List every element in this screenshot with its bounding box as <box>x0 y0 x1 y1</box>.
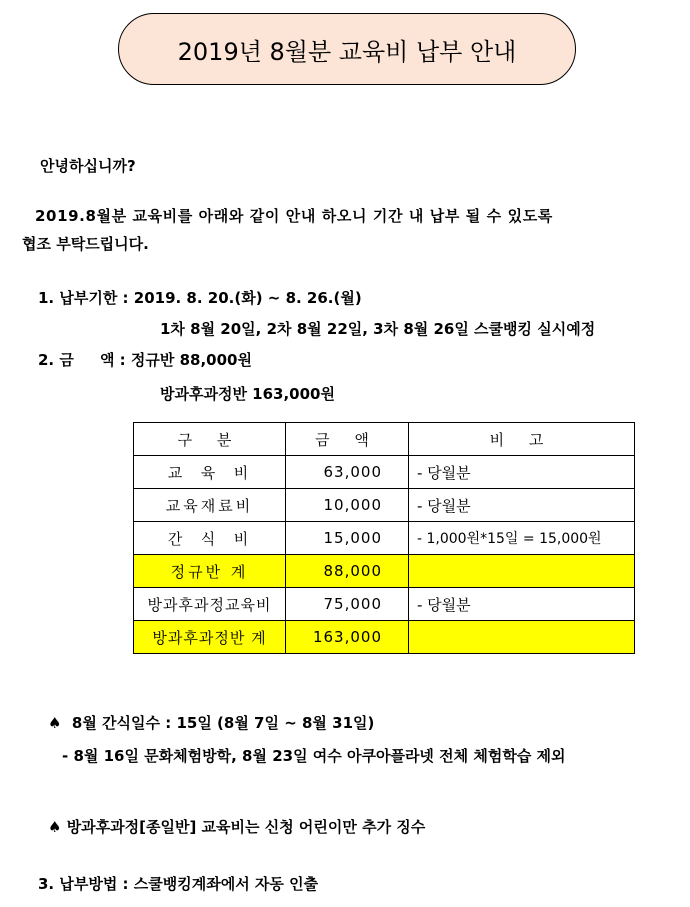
cell-amount: 163,000 <box>286 621 409 654</box>
cell-amount: 15,000 <box>286 522 409 555</box>
title-banner <box>118 13 576 85</box>
cell-category: 교육재료비 <box>134 489 286 522</box>
header-amount: 금 액 <box>286 423 409 456</box>
header-note: 비 고 <box>409 423 635 456</box>
cell-category: 교 육 비 <box>134 456 286 489</box>
spade-icon: ♠ <box>48 818 62 836</box>
cell-note: - 당월분 <box>409 456 635 489</box>
cell-category: 간 식 비 <box>134 522 286 555</box>
payment-deadline: 1. 납부기한 : 2019. 8. 20.(화) ~ 8. 26.(월) <box>38 289 362 307</box>
cell-note <box>409 621 635 654</box>
amount-regular: 2. 금 액 : 정규반 88,000원 <box>38 351 252 369</box>
fee-table <box>133 422 635 654</box>
cell-note <box>409 555 635 588</box>
payment-method: 3. 납부방법 : 스쿨뱅킹계좌에서 자동 인출 <box>38 875 319 893</box>
table-row-subtotal <box>134 555 635 588</box>
cell-amount: 10,000 <box>286 489 409 522</box>
table-row-total <box>134 621 635 654</box>
table-row <box>134 522 635 555</box>
table-row <box>134 489 635 522</box>
snack-days-bullet <box>48 712 374 733</box>
intro-line-2: 협조 부탁드립니다. <box>22 235 149 253</box>
cell-note: - 당월분 <box>409 588 635 621</box>
greeting: 안녕하십니까? <box>40 157 136 175</box>
table-header <box>134 423 635 456</box>
table-row <box>134 456 635 489</box>
header-category: 구 분 <box>134 423 286 456</box>
cell-amount: 75,000 <box>286 588 409 621</box>
cell-note: - 1,000원*15일 = 15,000원 <box>409 522 635 555</box>
table-row <box>134 588 635 621</box>
spade-icon: ♠ <box>48 714 62 732</box>
cell-note: - 당월분 <box>409 489 635 522</box>
page-title: 2019년 8월분 교육비 납부 안내 <box>177 37 517 66</box>
cell-category: 정규반 계 <box>134 555 286 588</box>
cell-amount: 63,000 <box>286 456 409 489</box>
payment-schedule: 1차 8월 20일, 2차 8월 22일, 3차 8월 26일 스쿨뱅킹 실시예정 <box>160 320 596 338</box>
afterschool-bullet <box>48 816 425 837</box>
intro-line-1: 2019.8월분 교육비를 아래와 같이 안내 하오니 기간 내 납부 될 수 있도록 <box>35 207 553 225</box>
cell-amount: 88,000 <box>286 555 409 588</box>
afterschool-text: 방과후과정[종일반] 교육비는 신청 어린이만 추가 징수 <box>66 818 426 836</box>
snack-days-exclusion: - 8월 16일 문화체험방학, 8월 23일 여수 아쿠아플라넷 전체 체험학습 제외 <box>62 747 566 765</box>
cell-category: 방과후과정반 계 <box>134 621 286 654</box>
cell-category: 방과후과정교육비 <box>134 588 286 621</box>
snack-days-text: 8월 간식일수 : 15일 (8월 7일 ~ 8월 31일) <box>71 714 375 732</box>
amount-afterschool: 방과후과정반 163,000원 <box>160 385 335 403</box>
